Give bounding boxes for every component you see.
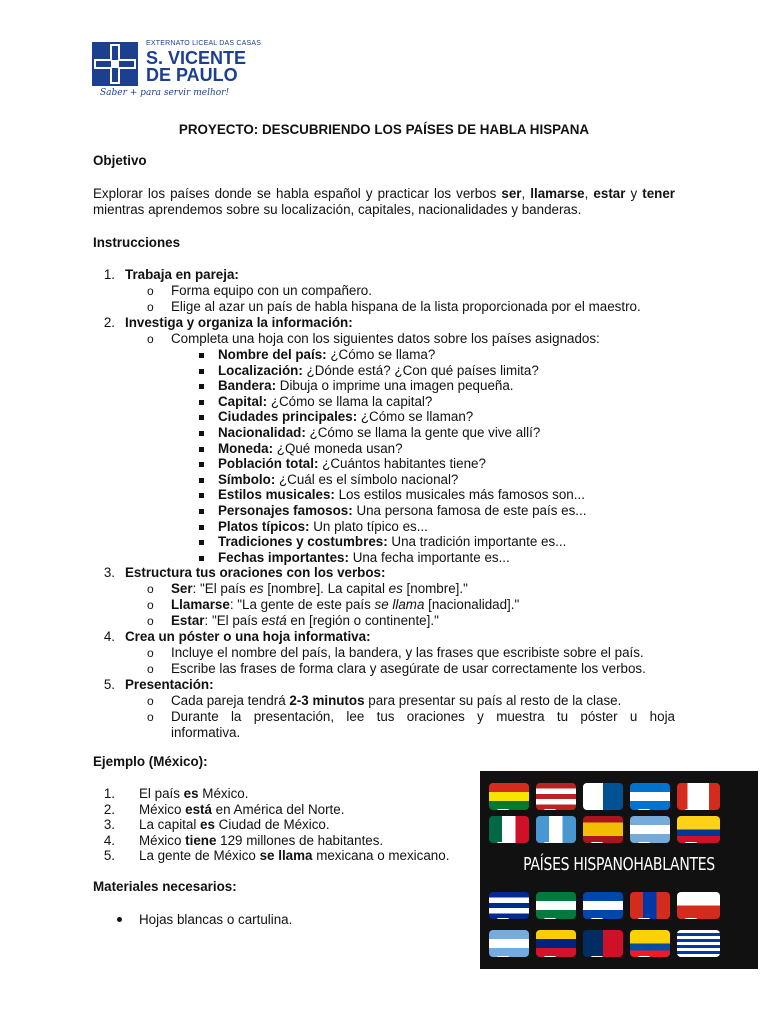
- sentence-part: Ciudad de México.: [214, 817, 330, 833]
- sub-item: Escribe las frases de forma clara y asegúrate de usar correctamente los verbos.: [171, 661, 646, 676]
- logo-tagline: Saber + para servir melhor!: [100, 88, 230, 98]
- field-question: Una tradición importante es...: [387, 534, 567, 550]
- example-sentence: [139, 802, 344, 818]
- sentence-part: México: [139, 832, 186, 848]
- flag-bubble-icon: [583, 892, 623, 919]
- square-bullet-icon: [199, 400, 204, 405]
- list-number: 5.: [103, 848, 115, 864]
- flag-bubble-icon: [677, 783, 720, 810]
- example-sentence: [139, 848, 449, 864]
- step-title: Presentación:: [125, 677, 214, 692]
- sentence-part: Estar: [171, 613, 205, 628]
- verb-tener: tener: [642, 186, 675, 201]
- sentence-part: está: [261, 613, 287, 628]
- field-label: Tradiciones y costumbres:: [218, 534, 388, 550]
- field-item: [218, 550, 510, 566]
- objetivo-heading: Objetivo: [93, 153, 147, 168]
- field-question: ¿Dónde está? ¿Con qué países limita?: [302, 362, 539, 378]
- field-item: [218, 441, 403, 457]
- list-number: 4.: [103, 629, 115, 644]
- flag-bubble-icon: [536, 816, 576, 843]
- sub-item: Elige al azar un país de habla hispana de la lista proporcionada por el maestro.: [171, 299, 641, 314]
- field-label: Ciudades principales:: [218, 409, 358, 425]
- step-title: Crea un póster o una hoja informativa:: [125, 629, 371, 644]
- field-question: ¿Cuántos habitantes tiene?: [318, 456, 486, 472]
- flag-bubble-icon: [630, 892, 670, 919]
- flag-bubble-icon: [630, 930, 670, 957]
- field-label: Platos típicos:: [218, 518, 310, 534]
- objetivo-text: mientras aprendemos sobre su localización, capitales, nacionalidades y banderas.: [93, 202, 582, 217]
- sentence-part: La capital: [139, 817, 201, 833]
- sentence-part: en América del Norte.: [211, 801, 345, 817]
- step-title: Investiga y organiza la información:: [125, 315, 353, 330]
- flag-bubble-icon: [536, 892, 576, 919]
- step-title: Trabaja en pareja:: [125, 267, 239, 282]
- field-item: [218, 503, 586, 519]
- field-item: [218, 472, 458, 488]
- example-sentence: [139, 817, 330, 833]
- square-bullet-icon: [199, 478, 204, 483]
- circle-bullet-icon: o: [147, 284, 154, 298]
- field-item: [218, 378, 514, 394]
- sentence-part: en [región o continente].": [286, 613, 439, 628]
- flag-bubble-icon: [536, 783, 576, 810]
- school-logo: [92, 38, 262, 104]
- field-question: ¿Cómo se llama la gente que vive allí?: [305, 425, 541, 440]
- list-number: 3.: [103, 817, 115, 833]
- sentence-part: es: [388, 581, 403, 596]
- flag-bubble-icon: [489, 816, 529, 843]
- flag-bubble-icon: [677, 816, 720, 843]
- square-bullet-icon: [199, 447, 204, 452]
- field-label: Localización:: [218, 362, 303, 378]
- field-question: ¿Cuál es el símbolo nacional?: [275, 471, 459, 487]
- objetivo-comma: ,: [584, 186, 594, 201]
- sentence-part: mexicana o mexicano.: [312, 848, 450, 864]
- objetivo-text: y: [625, 186, 638, 201]
- circle-bullet-icon: o: [147, 694, 154, 708]
- sentence-part: [nombre]. La capital: [263, 581, 389, 596]
- example-sentence: [139, 786, 248, 802]
- objetivo-text: Explorar los países donde se habla español y practicar los verbos: [93, 186, 502, 201]
- field-question: ¿Qué moneda usan?: [273, 440, 403, 456]
- materiales-item: Hojas blancas o cartulina.: [139, 912, 293, 927]
- field-item: [218, 409, 473, 425]
- flag-bubble-icon: [583, 783, 623, 810]
- verb-estar: estar: [593, 186, 626, 201]
- sentence-part: 129 millones de habitantes.: [216, 832, 384, 848]
- list-number: 1.: [103, 786, 115, 801]
- field-question: ¿Cómo se llama?: [326, 347, 436, 362]
- field-label: Moneda:: [218, 440, 274, 456]
- sentence-part: Llamarse: [171, 597, 230, 612]
- example-sentence: [139, 833, 383, 849]
- list-number: 5.: [103, 677, 115, 692]
- field-label: Capital:: [218, 393, 268, 409]
- sentence-part: [nombre].": [402, 581, 468, 596]
- flag-bubble-icon: [489, 930, 529, 957]
- sub-item: Forma equipo con un compañero.: [171, 283, 372, 298]
- field-label: Bandera:: [218, 378, 277, 394]
- objetivo-comma: ,: [521, 186, 531, 201]
- square-bullet-icon: [199, 353, 204, 358]
- objetivo-paragraph: [93, 186, 675, 218]
- logo-line2: DE PAULO: [146, 65, 238, 85]
- sentence-part: [nacionalidad].": [424, 597, 520, 612]
- square-bullet-icon: [199, 556, 204, 561]
- logo-small-text: EXTERNATO LICEAL DAS CASAS: [146, 40, 262, 47]
- sentence-part: : "La gente de este país: [229, 597, 375, 612]
- field-item: [218, 456, 486, 472]
- field-label: Fechas importantes:: [218, 549, 349, 565]
- verb-ser: ser: [501, 186, 522, 201]
- circle-bullet-icon: o: [147, 662, 154, 676]
- sentence-part: : "El país: [204, 613, 262, 628]
- sentence-part: México.: [198, 786, 249, 801]
- flag-bubble-icon: [489, 783, 529, 810]
- flag-bubble-icon: [536, 930, 576, 957]
- field-item: [218, 347, 435, 363]
- square-bullet-icon: [199, 369, 204, 374]
- square-bullet-icon: [199, 540, 204, 545]
- sentence-part: es: [249, 581, 264, 596]
- field-label: Nacionalidad:: [218, 425, 306, 440]
- sub-item: Completa una hoja con los siguientes datos sobre los países asignados:: [171, 331, 600, 346]
- flag-bubble-icon: [583, 930, 623, 957]
- flag-bubble-icon: [489, 892, 529, 919]
- materiales-heading: Materiales necesarios:: [93, 879, 237, 894]
- materiales-bullet: [117, 917, 122, 922]
- square-bullet-icon: [199, 415, 204, 420]
- list-number: 1.: [103, 267, 115, 282]
- flag-bubble-icon: [677, 892, 720, 919]
- flag-bubble-icon: [630, 816, 670, 843]
- flag-bubble-icon: [583, 816, 623, 843]
- field-item: [218, 534, 566, 550]
- sub-item: informativa.: [171, 725, 241, 740]
- sub-item: Durante la presentación, lee tus oraciones y muestra tu póster u hoja: [171, 709, 675, 724]
- flags-poster: [480, 771, 758, 969]
- square-bullet-icon: [199, 525, 204, 530]
- list-number: 2.: [103, 315, 115, 330]
- field-question: Los estilos musicales más famosos son...: [334, 487, 585, 503]
- sentence-part: está: [185, 801, 212, 817]
- verb-sentence: [171, 597, 519, 613]
- field-item: [218, 487, 585, 503]
- list-number: 3.: [103, 565, 115, 580]
- verb-sentence: [171, 613, 439, 629]
- field-question: Un plato típico es...: [309, 518, 428, 534]
- step-title: Estructura tus oraciones con los verbos:: [125, 565, 386, 580]
- sentence-part: Cada pareja tendrá: [171, 693, 290, 708]
- sentence-part: Ser: [171, 581, 193, 596]
- square-bullet-icon: [199, 431, 204, 436]
- list-number: 2.: [103, 801, 115, 817]
- verb-sentence: [171, 581, 468, 597]
- sub-item: Incluye el nombre del país, la bandera, y las frases que escribiste sobre el país.: [171, 645, 644, 660]
- field-item: [218, 519, 428, 535]
- circle-bullet-icon: o: [147, 300, 154, 314]
- sub-item: [171, 693, 621, 709]
- sentence-part: : "El país: [192, 581, 250, 596]
- circle-bullet-icon: o: [147, 582, 154, 596]
- sentence-part: se llama: [259, 848, 313, 864]
- square-bullet-icon: [199, 509, 204, 514]
- sentence-part: México: [139, 801, 186, 817]
- circle-bullet-icon: o: [147, 332, 154, 346]
- sentence-part: se llama: [374, 597, 425, 612]
- square-bullet-icon: [199, 384, 204, 389]
- field-label: Símbolo:: [218, 471, 276, 487]
- verb-llamarse: llamarse: [530, 186, 585, 201]
- square-bullet-icon: [199, 462, 204, 467]
- sentence-part: es: [183, 786, 199, 801]
- field-item: [218, 363, 539, 379]
- circle-bullet-icon: o: [147, 614, 154, 628]
- sentence-part: para presentar su país al resto de la clase.: [364, 693, 622, 708]
- field-label: Personajes famosos:: [218, 503, 353, 518]
- field-question: Una fecha importante es...: [348, 549, 510, 565]
- field-question: ¿Cómo se llaman?: [357, 409, 474, 425]
- sentence-part: La gente de México: [139, 848, 260, 864]
- sentence-part: tiene: [185, 832, 217, 848]
- instrucciones-heading: Instrucciones: [93, 235, 181, 250]
- field-label: Estilos musicales:: [218, 487, 335, 503]
- circle-bullet-icon: o: [147, 598, 154, 612]
- document-title: PROYECTO: DESCUBRIENDO LOS PAÍSES DE HABLA HISPANA: [178, 122, 590, 137]
- logo-line1: S. VICENTE: [146, 48, 247, 68]
- poster-title: PAÍSES HISPANOHABLANTES: [523, 855, 715, 875]
- field-question: ¿Cómo se llama la capital?: [267, 393, 433, 409]
- circle-bullet-icon: o: [147, 710, 154, 724]
- field-item: [218, 425, 540, 441]
- sentence-part: El país: [139, 786, 184, 801]
- field-question: Dibuja o imprime una imagen pequeña.: [276, 378, 514, 394]
- sentence-part: es: [200, 817, 215, 833]
- flag-bubble-icon: [677, 930, 720, 957]
- circle-bullet-icon: o: [147, 646, 154, 660]
- field-item: [218, 394, 432, 410]
- ejemplo-heading: Ejemplo (México):: [93, 754, 208, 769]
- sentence-part: 2-3 minutos: [289, 693, 365, 708]
- flag-bubble-icon: [630, 783, 670, 810]
- field-label: Nombre del país:: [218, 347, 327, 362]
- field-question: Una persona famosa de este país es...: [352, 503, 587, 518]
- square-bullet-icon: [199, 493, 204, 498]
- list-number: 4.: [103, 832, 115, 848]
- field-label: Población total:: [218, 456, 319, 472]
- cross-emblem-icon: [92, 42, 138, 86]
